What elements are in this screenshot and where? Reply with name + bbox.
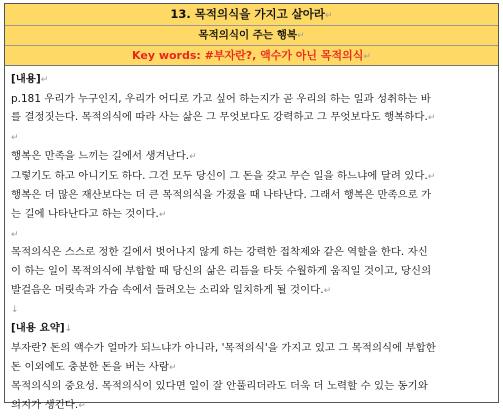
document-body bbox=[5, 66, 498, 416]
text-line: 부자란? 돈의 액수가 얼마가 되느냐가 아니라, '목적의식'을 가지고 있고 그 목적의식에 부합한 bbox=[11, 341, 436, 354]
text-line: 는 길에 나타난다고 하는 것이다.↵ bbox=[11, 207, 167, 220]
title-text: 13. 목적의식을 가지고 살아라 bbox=[170, 7, 326, 21]
empty-line: ↵ bbox=[11, 229, 19, 240]
paragraph-mark: ↵ bbox=[363, 52, 371, 62]
paragraph-mark: ↵ bbox=[297, 31, 305, 41]
text-line: 행복은 더 많은 재산보다는 더 큰 목적의식을 가졌을 때 나타난다. 그래서 행복은 만족으로 가 bbox=[11, 189, 432, 202]
text-line: 이 하는 일이 목적의식에 부합할 때 당신의 삶은 리듬을 타듯 수월하게 움직일 것이고, 당신의 bbox=[11, 265, 432, 277]
document-subtitle bbox=[5, 25, 498, 45]
document-title bbox=[5, 4, 498, 25]
text-line: p.181 우리가 누구인지, 우리가 어디로 가고 싶어 하는지가 곧 우리의 하는 일과 성취하는 바 bbox=[11, 92, 431, 105]
text-line: 행복은 만족을 느끼는 길에서 생겨난다.↵ bbox=[11, 149, 197, 162]
empty-line: ↵ bbox=[11, 133, 19, 144]
section-heading-content: [내용]↵ bbox=[11, 73, 49, 85]
text-line: 발걸음은 머릿속과 가슴 속에서 들려오는 소리와 일치하게 될 것이다.↵ bbox=[11, 283, 332, 296]
section-heading-summary: [내용 요약]↓ bbox=[11, 322, 73, 335]
text-line: 의지가 생긴다.↵ bbox=[11, 398, 86, 411]
text-line: 그렇기도 하고 아니기도 하다. 그건 모두 당신이 그 돈을 갖고 무슨 일을 하느냐에 달려 있다.↵ bbox=[11, 169, 436, 182]
keywords-text: Key words: #부자란?, 액수가 아닌 목적의식 bbox=[132, 49, 364, 62]
document-header bbox=[5, 4, 498, 66]
subtitle-text: 목적의식이 주는 행복 bbox=[198, 29, 298, 41]
empty-line: ↓ bbox=[11, 305, 19, 316]
text-line: 목적의식은 스스로 정한 길에서 벗어나지 않게 하는 강력한 접착제와 같은 역할을 한다. 자신 bbox=[11, 246, 428, 259]
document-page bbox=[4, 3, 499, 411]
text-line: 목적의식의 중요성. 목적의식이 있다면 일이 잘 안풀리더라도 더욱 더 노력할 수 있는 동기와 bbox=[11, 380, 428, 393]
paragraph-mark: ↵ bbox=[325, 11, 333, 21]
text-line: 돈 이외에도 충분한 돈을 버는 사람↵ bbox=[11, 360, 177, 373]
text-line: 를 결정짓는다. 목적의식에 따라 사는 삶은 그 무엇보다도 강력하고 그 무엇보다도 행복하다.↵ bbox=[11, 111, 436, 124]
keywords-line bbox=[5, 45, 498, 65]
